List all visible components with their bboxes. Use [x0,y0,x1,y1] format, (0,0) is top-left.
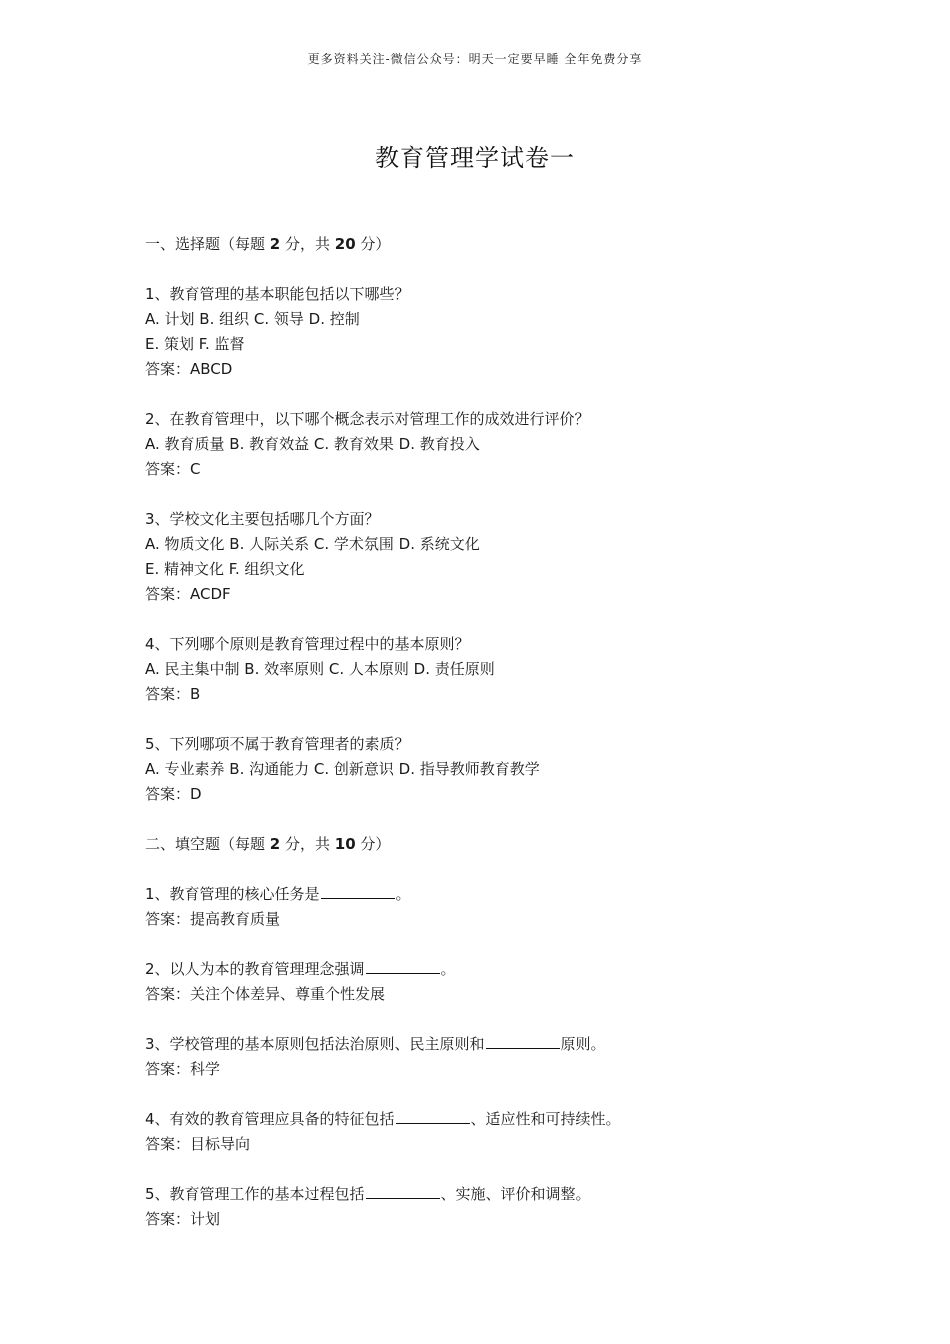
choice-question-1 [145,282,865,382]
stem-text: 。 [395,885,411,903]
question-answer: 答案：D [145,785,202,803]
answer-blank [321,883,395,899]
page-title: 教育管理学试卷一 [375,144,575,172]
stem-text: 。 [440,960,456,978]
header-note: 更多资料关注-微信公众号：明天一定要早睡 全年免费分享 [307,52,643,66]
question-options: E. 策划 F. 监督 [145,335,245,353]
heading-text: 二、填空题（每题 [145,835,270,853]
fill-question-1 [145,882,865,932]
fill-question-3 [145,1032,865,1082]
question-stem: 3、学校文化主要包括哪几个方面？ [145,510,380,528]
question-answer: 答案：提高教育质量 [145,910,281,928]
question-answer: 答案：C [145,460,201,478]
stem-text: 3、学校管理的基本原则包括法治原则、民主原则和 [145,1035,485,1053]
question-stem: 5、下列哪项不属于教育管理者的素质？ [145,735,410,753]
question-answer: 答案：计划 [145,1210,221,1228]
heading-text: 分，共 [280,235,335,253]
section-heading-fill [145,832,865,857]
choice-question-5 [145,732,865,807]
choice-question-2 [145,407,865,482]
heading-points: 2 [269,235,281,253]
exam-content [145,232,865,1257]
question-stem: 1、教育管理的基本职能包括以下哪些？ [145,285,410,303]
question-stem [145,1107,865,1132]
question-options: A. 计划 B. 组织 C. 领导 D. 控制 [145,310,360,328]
question-options: A. 物质文化 B. 人际关系 C. 学术氛围 D. 系统文化 [145,535,480,553]
stem-text: 2、以人为本的教育管理理念强调 [145,960,365,978]
question-options: A. 专业素养 B. 沟通能力 C. 创新意识 D. 指导教师教育教学 [145,760,540,778]
question-stem [145,1182,865,1207]
question-stem: 2、在教育管理中，以下哪个概念表示对管理工作的成效进行评价？ [145,410,590,428]
answer-blank [366,958,440,974]
stem-text: 1、教育管理的核心任务是 [145,885,320,903]
question-stem [145,957,865,982]
heading-text: 一、选择题（每题 [145,235,270,253]
answer-blank [396,1108,470,1124]
question-answer: 答案：ACDF [145,585,231,603]
fill-question-2 [145,957,865,1007]
heading-text: 分） [355,235,391,253]
question-options: E. 精神文化 F. 组织文化 [145,560,305,578]
stem-text: 4、有效的教育管理应具备的特征包括 [145,1110,395,1128]
choice-question-4 [145,632,865,707]
stem-text: 原则。 [560,1035,606,1053]
question-answer: 答案：关注个体差异、尊重个性发展 [145,985,386,1003]
answer-blank [366,1183,440,1199]
stem-text: 、实施、评价和调整。 [440,1185,591,1203]
fill-question-4 [145,1107,865,1157]
section-heading-choice [145,232,865,257]
question-answer: 答案：目标导向 [145,1135,251,1153]
question-options: A. 教育质量 B. 教育效益 C. 教育效果 D. 教育投入 [145,435,480,453]
heading-points: 2 [269,835,281,853]
question-answer: 答案：B [145,685,201,703]
question-stem [145,1032,865,1057]
heading-total: 10 [334,835,356,853]
choice-question-3 [145,507,865,607]
heading-text: 分，共 [280,835,335,853]
question-answer: 答案：ABCD [145,360,233,378]
fill-question-5 [145,1182,865,1232]
heading-text: 分） [355,835,391,853]
stem-text: 5、教育管理工作的基本过程包括 [145,1185,365,1203]
question-options: A. 民主集中制 B. 效率原则 C. 人本原则 D. 责任原则 [145,660,495,678]
question-stem [145,882,865,907]
stem-text: 、适应性和可持续性。 [470,1110,621,1128]
answer-blank [486,1033,560,1049]
question-answer: 答案：科学 [145,1060,221,1078]
question-stem: 4、下列哪个原则是教育管理过程中的基本原则？ [145,635,470,653]
heading-total: 20 [334,235,356,253]
